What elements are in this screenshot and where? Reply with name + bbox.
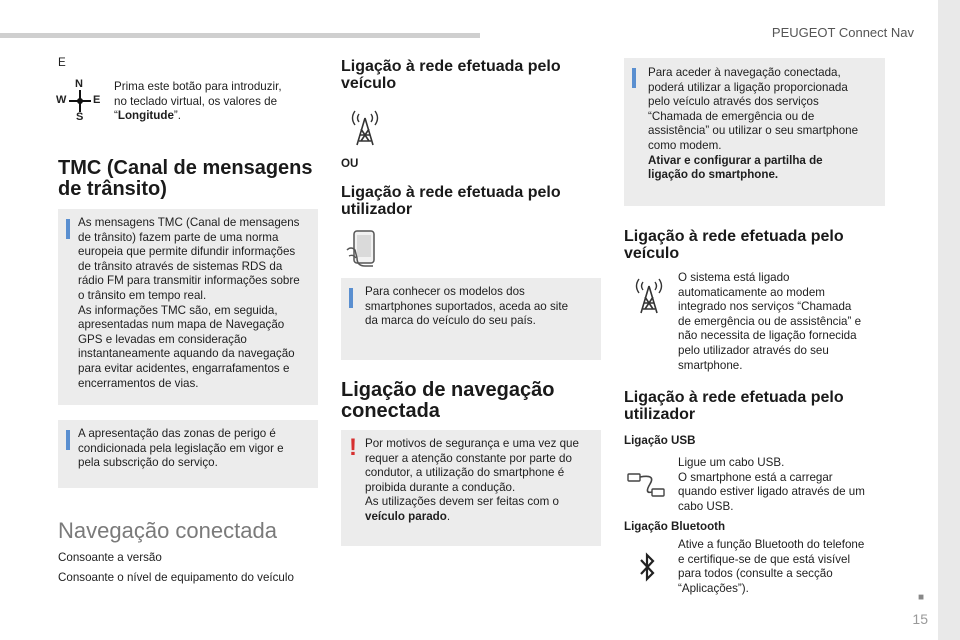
text-line: condicionada pela legislação em vigor e bbox=[78, 441, 284, 455]
quote-close: ”. bbox=[173, 109, 181, 123]
text-line: poderá utilizar a ligação proporcionada bbox=[648, 80, 848, 94]
text-line: da marca do veículo do seu país. bbox=[365, 314, 536, 328]
text-line: pela subscrição do serviço. bbox=[78, 456, 218, 470]
text-line: encerramentos de vias. bbox=[78, 376, 199, 390]
longitude-bold: Longitude bbox=[117, 109, 174, 123]
title-line: Ligação de navegação bbox=[341, 379, 555, 401]
access-info-lines bbox=[648, 66, 880, 154]
page-number: 15 bbox=[912, 611, 928, 627]
text-line: As informações TMC são, em seguida, bbox=[78, 303, 278, 317]
text-line: automaticamente ao modem bbox=[678, 285, 825, 299]
vehicle-connection-title bbox=[341, 58, 601, 92]
warning-lines bbox=[365, 437, 597, 510]
danger-info-box bbox=[58, 420, 318, 488]
header-title: PEUGEOT Connect Nav bbox=[771, 25, 914, 40]
text-line: o trânsito em tempo real. bbox=[78, 288, 207, 302]
info-marker-icon bbox=[66, 430, 70, 450]
bluetooth-icon bbox=[638, 552, 656, 582]
text-line: não necessita de ligação fornecida bbox=[678, 329, 857, 343]
quote-open: “ bbox=[114, 109, 118, 123]
warning-end: . bbox=[446, 509, 451, 523]
text-line: pelo veículo através dos serviços bbox=[648, 95, 819, 109]
text-line: Ative a função Bluetooth do telefone bbox=[678, 538, 865, 551]
title-line: Ligação à rede efetuada pelo bbox=[341, 58, 561, 75]
compass-line: Prima este botão para introduzir, bbox=[114, 80, 282, 93]
compass-n: N bbox=[75, 78, 83, 90]
tmc-info-text bbox=[78, 216, 314, 391]
phones-info-text bbox=[365, 285, 595, 329]
antenna-tower-icon bbox=[348, 110, 382, 146]
text-line: smartphone. bbox=[678, 358, 743, 372]
text-line: A apresentação das zonas de perigo é bbox=[78, 427, 276, 440]
compass-line bbox=[114, 109, 304, 124]
version-note: Consoante a versão bbox=[58, 551, 162, 564]
tmc-title-line: de trânsito) bbox=[58, 178, 167, 200]
user-connection-title-2 bbox=[624, 389, 884, 423]
tmc-title-line: TMC (Canal de mensagens bbox=[58, 157, 313, 179]
text-line: Por motivos de segurança e uma vez que bbox=[365, 437, 579, 450]
access-info-box bbox=[624, 58, 885, 206]
equipment-note: Consoante o nível de equipamento do veículo bbox=[58, 571, 294, 584]
text-line: proibida durante a condução. bbox=[365, 480, 516, 494]
compass-w: W bbox=[56, 94, 67, 106]
smartphone-hand-icon bbox=[343, 228, 383, 268]
usb-label: Ligação USB bbox=[624, 434, 696, 447]
compass-cross-icon bbox=[55, 78, 105, 124]
exclamation-icon: ! bbox=[349, 434, 357, 461]
e-label: E bbox=[58, 56, 66, 69]
vehicle-connection-title-2 bbox=[624, 228, 884, 262]
text-line: “Chamada de emergência ou de bbox=[648, 109, 815, 123]
access-bold-line: ligação do smartphone. bbox=[648, 168, 779, 182]
text-line: GPS e levadas em consideração bbox=[78, 332, 247, 346]
info-marker-icon bbox=[349, 288, 353, 308]
header-rule bbox=[0, 33, 480, 38]
title-line: utilizador bbox=[341, 201, 413, 218]
text-line: europeia que permite difundir informações bbox=[78, 245, 296, 259]
page-sidebar bbox=[938, 0, 960, 640]
user-connection-title bbox=[341, 184, 601, 218]
text-line: de trânsito através de sistemas RDS da bbox=[78, 259, 283, 273]
title-line: utilizador bbox=[624, 406, 696, 423]
text-line: quando estiver ligado através de um bbox=[678, 485, 865, 499]
title-line: veículo bbox=[341, 75, 397, 92]
text-line: “Aplicações”). bbox=[678, 581, 749, 595]
text-line: O smartphone está a carregar bbox=[678, 470, 833, 484]
text-line: condutor, a utilização do smartphone é bbox=[365, 466, 565, 480]
warning-text bbox=[365, 437, 597, 525]
or-label: OU bbox=[341, 157, 359, 170]
text-line: de trânsito) fazem parte de uma norma bbox=[78, 230, 279, 244]
bluetooth-label: Ligação Bluetooth bbox=[624, 520, 726, 533]
text-line: requer a atenção constante por parte do bbox=[365, 451, 572, 465]
text-line: integrado nos serviços “Chamada bbox=[678, 300, 852, 314]
tmc-info-box bbox=[58, 209, 318, 405]
text-line: cabo USB. bbox=[678, 499, 734, 513]
text-line: Para conhecer os modelos dos bbox=[365, 285, 525, 298]
title-line: Ligação à rede efetuada pelo bbox=[341, 184, 561, 201]
warning-box bbox=[341, 430, 601, 546]
text-line: pelo utilizador através do seu bbox=[678, 343, 829, 357]
usb-text bbox=[678, 456, 888, 514]
antenna-tower-icon bbox=[632, 278, 666, 314]
tmc-title bbox=[58, 158, 318, 200]
text-line: assistência” ou utilizar o seu smartphone bbox=[648, 124, 859, 138]
title-line: Ligação à rede efetuada pelo bbox=[624, 389, 844, 406]
compass-description bbox=[114, 80, 304, 124]
text-line: rádio FM para transmitir informações sobre bbox=[78, 274, 300, 288]
usb-cable-icon bbox=[626, 468, 666, 502]
phones-info-box bbox=[341, 278, 601, 360]
text-line: Para aceder à navegação conectada, bbox=[648, 66, 841, 79]
text-line: instantaneamente aquando da navegação bbox=[78, 347, 295, 361]
compass-line: no teclado virtual, os valores de bbox=[114, 94, 278, 108]
connected-nav-title bbox=[341, 380, 601, 422]
bluetooth-text bbox=[678, 538, 890, 596]
text-line: apresentadas num mapa de Navegação bbox=[78, 318, 285, 332]
access-info-text bbox=[648, 66, 880, 183]
page-dot: ■ bbox=[917, 592, 924, 603]
nav-section-title: Navegação conectada bbox=[58, 518, 277, 543]
text-line: para evitar acidentes, engarrafamentos e bbox=[78, 361, 290, 375]
compass-s: S bbox=[76, 111, 84, 123]
danger-info-text bbox=[78, 427, 314, 471]
text-line: de emergência ou de assistência” e bbox=[678, 314, 862, 328]
vehicle-stopped-bold: veículo parado bbox=[365, 509, 447, 523]
text-line: O sistema está ligado bbox=[678, 271, 790, 284]
text-line: Ligue um cabo USB. bbox=[678, 456, 785, 469]
text-line: e certifique-se de que está visível bbox=[678, 552, 851, 566]
text-line: As mensagens TMC (Canal de mensagens bbox=[78, 216, 300, 229]
text-line: smartphones suportados, aceda ao site bbox=[365, 299, 569, 313]
info-marker-icon bbox=[632, 68, 636, 88]
text-line: como modem. bbox=[648, 138, 722, 152]
access-bold-line: Ativar e configurar a partilha de bbox=[648, 153, 823, 167]
vehicle-connection-text bbox=[678, 271, 888, 373]
compass-e: E bbox=[93, 94, 101, 106]
warning-last-line bbox=[365, 510, 597, 525]
title-line: Ligação à rede efetuada pelo bbox=[624, 228, 844, 245]
title-line: veículo bbox=[624, 245, 680, 262]
title-line: conectada bbox=[341, 400, 440, 422]
text-line: para todos (consulte a secção bbox=[678, 567, 833, 581]
text-line: As utilizações devem ser feitas com o bbox=[365, 495, 559, 509]
info-marker-icon bbox=[66, 219, 70, 239]
